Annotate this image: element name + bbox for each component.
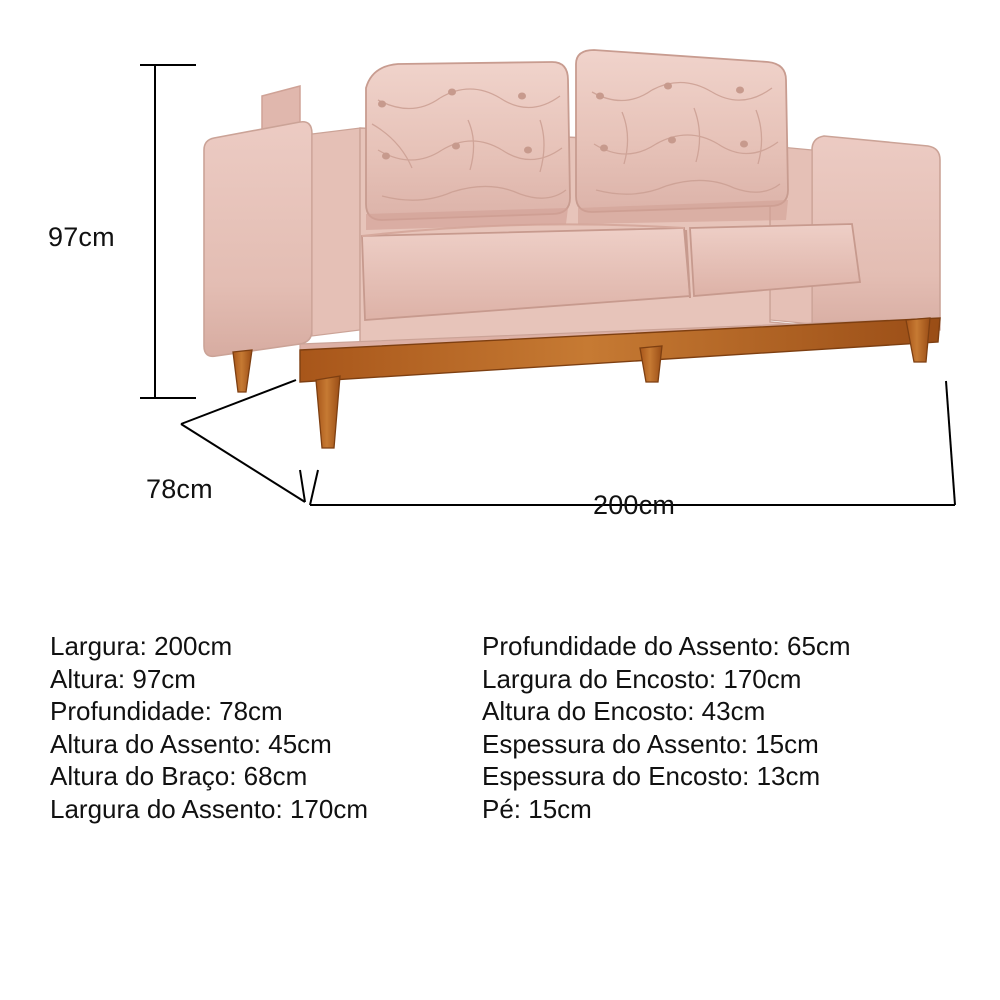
spec-item: Altura: 97cm <box>50 663 196 694</box>
spec-item: Profundidade: 78cm <box>50 696 283 726</box>
spec-item: Altura do Braço: 68cm <box>50 761 308 791</box>
dimension-label-width: 200cm <box>593 490 676 520</box>
specifications-list <box>0 630 1000 825</box>
dimension-label-height: 97cm <box>48 222 115 252</box>
sofa-graphic <box>204 50 940 448</box>
spec-item: Espessura do Encosto: 13cm <box>482 761 821 791</box>
spec-column-right <box>482 630 851 825</box>
spec-item: Pé: 15cm <box>482 793 592 824</box>
spec-item: Altura do Encosto: 43cm <box>482 696 766 726</box>
spec-item: Altura do Assento: 45cm <box>50 728 332 759</box>
spec-column-left <box>50 630 480 825</box>
spec-item: Espessura do Assento: 15cm <box>482 728 819 759</box>
spec-item: Profundidade do Assento: 65cm <box>482 631 851 661</box>
spec-item: Largura do Assento: 170cm <box>50 793 368 824</box>
spec-item: Largura do Encosto: 170cm <box>482 663 802 694</box>
spec-item: Largura: 200cm <box>50 631 233 661</box>
dimension-label-depth: 78cm <box>146 474 213 504</box>
